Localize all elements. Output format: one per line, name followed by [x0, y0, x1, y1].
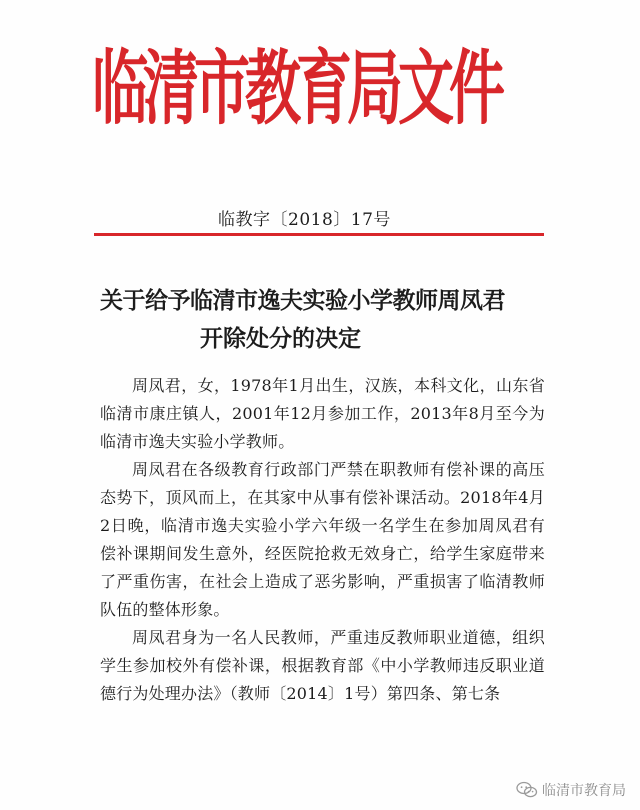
document-title-line-2: 开除处分的决定 [200, 325, 361, 352]
document-number: 临教字〔2018〕17号 [218, 210, 391, 230]
document-header-title: 临清市教育局文件 [92, 42, 500, 137]
document-title [100, 282, 550, 358]
watermark-label: 临清市教育局 [542, 783, 626, 799]
document-body [100, 372, 545, 708]
account-watermark [516, 780, 626, 800]
red-divider-line [94, 233, 544, 236]
document-title-line-1: 关于给予临清市逸夫实验小学教师周凤君 [100, 287, 505, 314]
body-paragraph-1: 周凤君，女，1978年1月出生，汉族，本科文化，山东省临清市康庄镇人，2001年12月参加工作，2013年8月至今为临清市逸夫实验小学教师。 [100, 376, 545, 451]
body-paragraph-3: 周凤君身为一名人民教师，严重违反教师职业道德，组织学生参加校外有偿补课，根据教育部《中小学教师违反职业道德行为处理办法》（教师〔2014〕1号）第四条、第七条 [100, 628, 545, 703]
wechat-icon [516, 781, 538, 799]
body-paragraph-2: 周凤君在各级教育行政部门严禁在职教师有偿补课的高压态势下，顶风而上，在其家中从事有偿补课活动。2018年4月2日晚，临清市逸夫实验小学六年级一名学生在参加周凤君有偿补课期间发生意外，经医院抢救无效身亡，给学生家庭带来了严重伤害，在社会上造成了恶劣影响，严重损害了临清教师队伍的整体形象。 [100, 460, 545, 619]
